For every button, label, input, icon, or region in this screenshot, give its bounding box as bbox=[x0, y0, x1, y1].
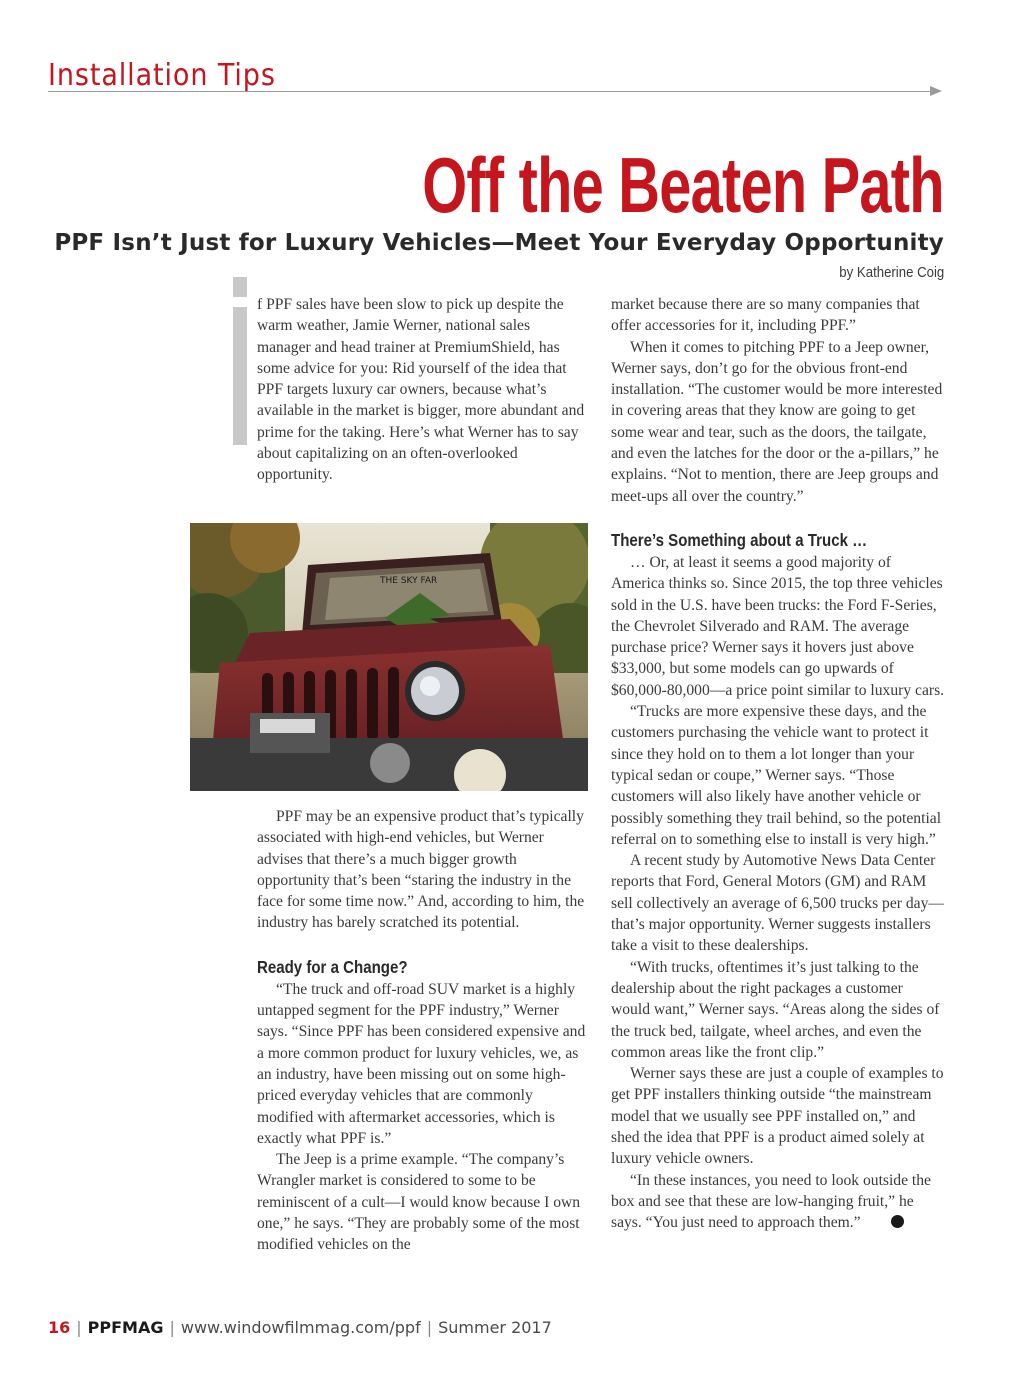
article-subtitle: PPF Isn’t Just for Luxury Vehicles—Meet Your Everyday Opportunity bbox=[54, 230, 944, 256]
page-number: 16 bbox=[48, 1318, 71, 1337]
heading-ready-for-a-change: Ready for a Change? bbox=[257, 956, 408, 977]
paragraph: A recent study by Automotive News Data Center reports that Ford, General Motors (GM) and RAM sell collectively an average of 6,500 trucks per day—that’s major opportunity. Werner suggests installers take a visit to these dealerships. bbox=[611, 852, 944, 955]
column-left-bottom bbox=[257, 806, 587, 1256]
page-footer: 16 | PPFMAG | www.windowfilmmag.com/ppf | Summer 2017 bbox=[48, 1318, 552, 1337]
paragraph: “The truck and off-road SUV market is a highly untapped segment for the PPF industry,” Werner says. “Since PPF has been considered expensive and a more common product for luxury vehicles, we, as an industry, have been missing out on some high-priced everyday vehicles that are commonly modified with aftermarket accessories, which is exactly what PPF is.” bbox=[257, 980, 586, 1147]
paragraph: market because there are so many companies that offer accessories for it, including PPF.” bbox=[611, 296, 920, 335]
heading-something-about-a-truck: There’s Something about a Truck … bbox=[611, 529, 868, 550]
jeep-photo-illustration bbox=[190, 523, 588, 791]
magazine-name: PPFMAG bbox=[87, 1318, 164, 1337]
paragraph: When it comes to pitching PPF to a Jeep owner, Werner says, don’t go for the obvious front-end installation. “The customer would be more interested in covering areas that they know are going to get some wear and tear, such as the doors, the tailgate, and even the latches for the door or the a-pillars,” he explains. “Not to mention, there are Jeep groups and meet-ups all over the country.” bbox=[611, 338, 943, 505]
final-paragraph bbox=[611, 1170, 945, 1234]
section-label: Installation Tips bbox=[48, 58, 276, 93]
paragraph: … Or, at least it seems a good majority of America thinks so. Since 2015, the top three vehicles sold in the U.S. have been trucks: the Ford F-Series, the Chevrolet Silverado and RAM. The average purchase price? Werner says it hovers just above $33,000, but some models can go upwards of $60,000-80,000—a price point similar to luxury cars. bbox=[611, 553, 945, 699]
column-right bbox=[611, 294, 945, 1233]
article-title: Off the Beaten Path bbox=[422, 141, 944, 229]
paragraph: The Jeep is a prime example. “The company’s Wrangler market is considered to some to be reminiscent of a cult—I would know because I own one,” he says. “They are probably some of the most modified vehicles on the bbox=[257, 1151, 581, 1254]
section-rule-arrow-icon bbox=[930, 86, 942, 96]
final-paragraph-text: “In these instances, you need to look outside the box and see that these are low-hanging fruit,” he says. “You just need to approach them.” bbox=[611, 1171, 931, 1232]
footer-url[interactable]: www.windowfilmmag.com/ppf bbox=[180, 1318, 421, 1337]
paragraph: “With trucks, oftentimes it’s just talking to the dealership about the right packages a customer would want,” Werner says. “Areas along the sides of the truck bed, tailgate, wheel arches, and even the common areas like the front clip.” bbox=[611, 958, 940, 1061]
byline: by Katherine Coig bbox=[839, 264, 944, 281]
end-mark-icon bbox=[891, 1215, 904, 1228]
issue-date: Summer 2017 bbox=[438, 1318, 552, 1337]
paragraph: Werner says these are just a couple of examples to get PPF installers thinking outside “the mainstream model that we usually see PPF installed on,” and shed the idea that PPF is a product aimed solely at luxury vehicle owners. bbox=[611, 1065, 944, 1168]
paragraph: “Trucks are more expensive these days, and the customers purchasing the vehicle want to protect it since they hold on to them a lot longer than your typical sedan or coupe,” Werner says. “Those customers will also likely have another vehicle or possibly something they trail behind, so the potential referral on to something else to install is very high.” bbox=[611, 703, 942, 848]
column-left-top bbox=[257, 294, 587, 486]
paragraph: PPF may be an expensive product that’s typically associated with high-end vehicles, but Werner advises that there’s a much bigger growth opportunity that’s been “staring the industry in the face for some time now.” And, according to him, the industry has barely scratched its potential. bbox=[257, 808, 585, 932]
windshield-text: THE SKY FAR bbox=[380, 576, 438, 586]
drop-cap-i bbox=[233, 277, 247, 445]
section-rule bbox=[48, 91, 933, 92]
intro-paragraph: f PPF sales have been slow to pick up despite the warm weather, Jamie Werner, national sales manager and head trainer at PremiumShield, has some advice for you: Rid yourself of the idea that PPF targets luxury car owners, because what’s available in the market is bigger, more abundant and prime for the taking. Here’s what Werner has to say about capitalizing on an often-overlooked opportunity. bbox=[257, 296, 585, 484]
jeep-photo bbox=[190, 523, 588, 791]
